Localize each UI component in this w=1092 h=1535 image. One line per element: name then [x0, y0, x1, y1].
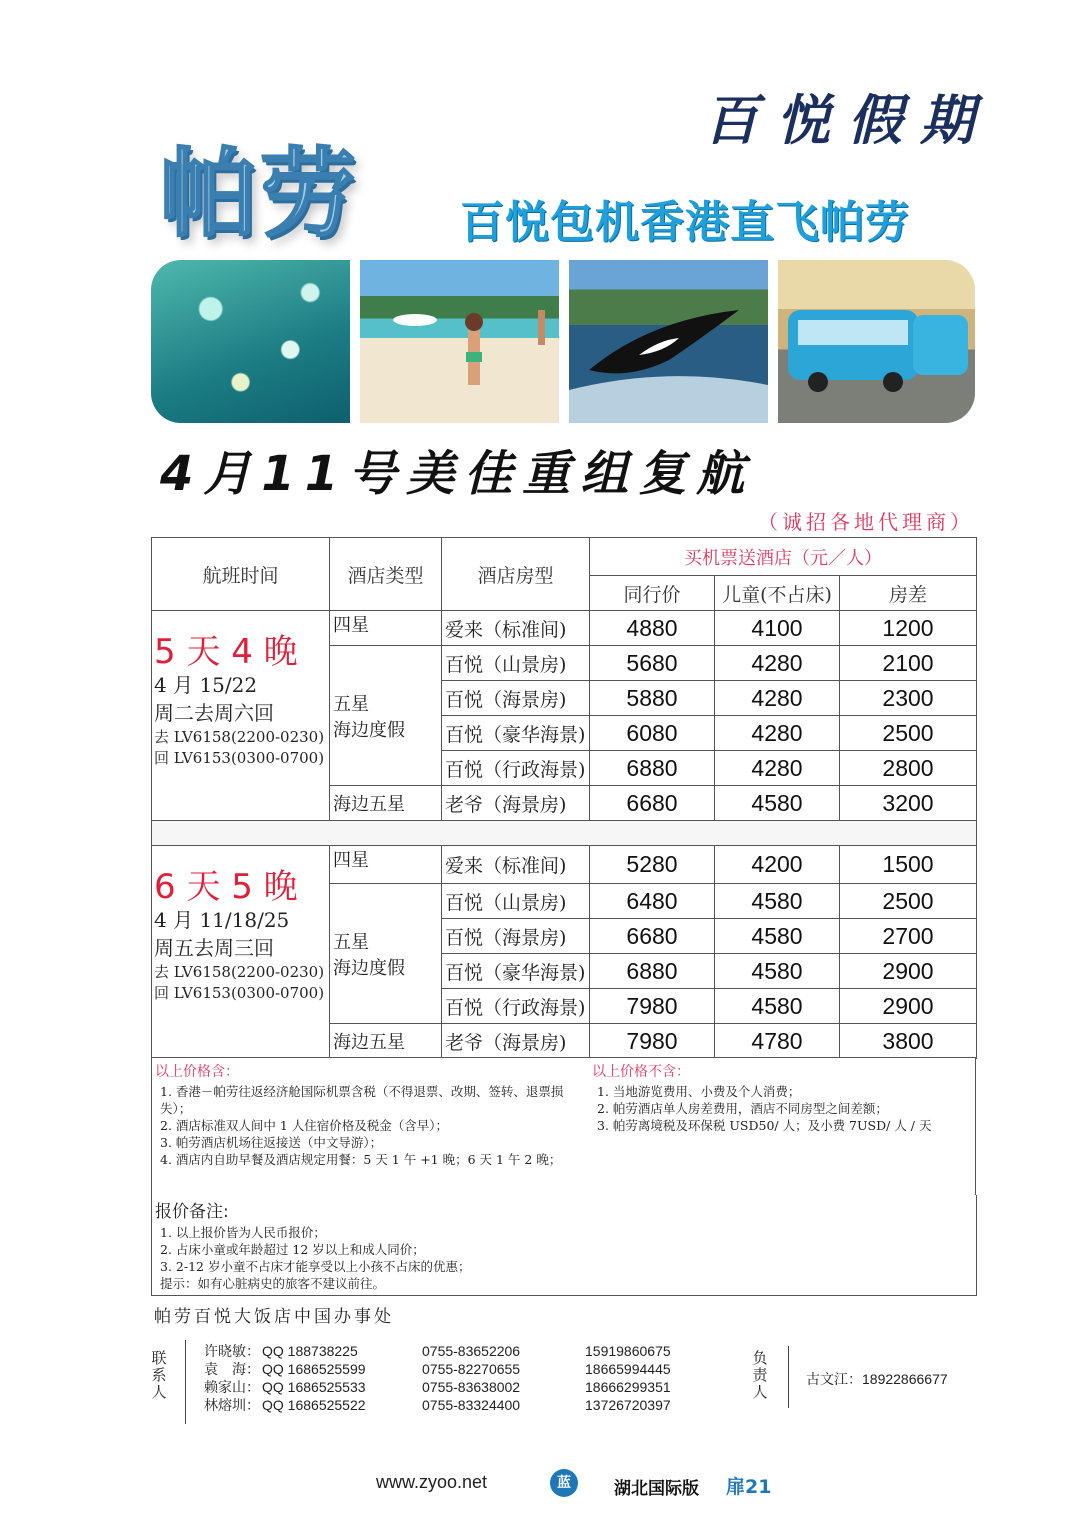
contact-name: 袁 海：: [204, 1361, 260, 1377]
brand-logo: 百悦假期: [704, 88, 992, 152]
room-diff-cell: 3800: [840, 1024, 977, 1059]
includes-line: 2. 酒店标准双人间中 1 人住宿价格及税金（含早）；: [160, 1118, 449, 1133]
package-6d5n-info: [152, 846, 330, 1059]
peer-price-cell: 6880: [590, 751, 715, 786]
header-flight-time: 航班时间: [152, 538, 330, 611]
package-dates: 4 月 11/18/25: [154, 908, 290, 932]
peer-price-cell: 5280: [590, 846, 715, 884]
tour-bus-photo: [778, 260, 975, 423]
resume-flight-headline: 4月11号美佳重组复航: [160, 446, 755, 502]
jellyfish-lake-photo: [151, 260, 350, 423]
room-type-cell: 百悦（行政海景): [442, 751, 590, 786]
peer-price-cell: 6680: [590, 919, 715, 954]
contact-qq: QQ 188738225: [262, 1343, 358, 1359]
child-price-cell: 4580: [715, 919, 840, 954]
room-type-cell: 爱来（标准间): [442, 846, 590, 884]
outbound-flight: 去 LV6158(2200-0230): [154, 728, 325, 746]
remarks-line: 3. 2-12 岁小童不占床才能享受以上小孩不占床的优惠；: [160, 1259, 471, 1274]
contact-row: [204, 1359, 671, 1377]
beach-photo: [360, 260, 559, 423]
peer-price-cell: 6080: [590, 716, 715, 751]
outbound-flight: 去 LV6158(2200-0230): [154, 963, 325, 981]
hotel-type-cell: 四星: [330, 846, 442, 884]
beach-people-illustration: [360, 260, 559, 423]
contacts-divider: [185, 1340, 186, 1424]
hotel-type-cell: 四星: [330, 611, 442, 646]
room-type-cell: 老爷（海景房): [442, 1024, 590, 1059]
contacts-label: 联系人: [151, 1349, 167, 1401]
contact-mobile: 13726720397: [585, 1397, 671, 1413]
owner-contact: 古文江：18922866677: [806, 1371, 948, 1387]
child-price-cell: 4580: [715, 884, 840, 919]
agent-recruit-note: （诚招各地代理商）: [758, 510, 974, 534]
child-price-cell: 4580: [715, 989, 840, 1024]
contact-tel: 0755-83652206: [422, 1343, 521, 1359]
child-price-cell: 4580: [715, 954, 840, 989]
package-duration: 6 天 5 晚: [154, 867, 298, 907]
contact-qq: QQ 1686525522: [262, 1397, 366, 1413]
room-type-cell: 百悦（豪华海景): [442, 716, 590, 751]
room-diff-cell: 2700: [840, 919, 977, 954]
contact-mobile: 18666299351: [585, 1379, 671, 1395]
peer-price-cell: 6480: [590, 884, 715, 919]
contact-mobile: 18665994445: [585, 1361, 671, 1377]
hotel-type-cell: 海边五星: [330, 786, 442, 821]
contact-tel: 0755-83638002: [422, 1379, 521, 1395]
child-price-cell: 4580: [715, 786, 840, 821]
owner-label: 负责人: [752, 1349, 768, 1401]
peer-price-cell: 6680: [590, 786, 715, 821]
package-duration: 5 天 4 晚: [154, 632, 298, 672]
footer-website: www.zyoo.net: [376, 1472, 488, 1492]
child-price-cell: 4200: [715, 846, 840, 884]
contact-mobile: 15919860675: [585, 1343, 671, 1359]
contact-qq: QQ 1686525599: [262, 1361, 366, 1377]
remarks-line: 提示：如有心脏病史的旅客不建议前往。: [160, 1276, 386, 1291]
remarks-line: 1. 以上报价皆为人民币报价；: [160, 1225, 326, 1240]
header-room-difference: 房差: [840, 576, 977, 611]
includes-title: 以上价格含：: [155, 1064, 239, 1080]
return-flight: 回 LV6153(0300-0700): [154, 749, 325, 767]
includes-line: 1. 香港－帕劳往返经济舱国际机票含税（不得退票、改期、签转、退票损失）；: [160, 1084, 564, 1116]
room-diff-cell: 1200: [840, 611, 977, 646]
includes-line: 3. 帕劳酒店机场往返接送（中文导游）；: [160, 1135, 383, 1150]
child-price-cell: 4280: [715, 681, 840, 716]
excludes-line: 3. 帕劳离境税及环保税 USD50/ 人；及小费 7USD/ 人 / 天: [597, 1118, 932, 1133]
footer-page-number: 扉21: [726, 1476, 772, 1498]
room-diff-cell: 2500: [840, 884, 977, 919]
hotel-type-cell: 海边五星: [330, 1024, 442, 1059]
child-price-cell: 4280: [715, 751, 840, 786]
child-price-cell: 4780: [715, 1024, 840, 1059]
includes-line: 4. 酒店内自助早餐及酒店规定用餐：5 天 1 午 +1 晚；6 天 1 午 2 晚；: [160, 1152, 562, 1167]
header-ticket-hotel-group: 买机票送酒店（元／人）: [590, 538, 977, 576]
excludes-line: 2. 帕劳酒店单人房差费用，酒店不同房型之间差额；: [597, 1101, 888, 1116]
office-name: 帕劳百悦大饭店中国办事处: [154, 1307, 394, 1327]
contact-tel: 0755-83324400: [422, 1397, 521, 1413]
footer-edition: 湖北国际版: [614, 1479, 699, 1499]
contact-row: [204, 1395, 671, 1413]
room-diff-cell: 1500: [840, 846, 977, 884]
remarks-title: 报价备注:: [155, 1202, 229, 1222]
price-excludes-box: [589, 1057, 976, 1197]
contact-row: [204, 1341, 671, 1359]
price-table: [151, 537, 977, 1059]
header-hotel-type: 酒店类型: [330, 538, 442, 611]
room-type-cell: 老爷（海景房): [442, 786, 590, 821]
contacts-list: [204, 1341, 671, 1413]
room-type-cell: 百悦（海景房): [442, 681, 590, 716]
room-diff-cell: 2900: [840, 989, 977, 1024]
room-type-cell: 百悦（山景房): [442, 646, 590, 681]
room-diff-cell: 2300: [840, 681, 977, 716]
excludes-line: 1. 当地游览费用、小费及个人消费；: [597, 1084, 801, 1099]
contact-name: 许晓敏：: [204, 1343, 260, 1359]
package-days: 周二去周六回: [154, 701, 274, 725]
room-type-cell: 爱来（标准间): [442, 611, 590, 646]
contact-qq: QQ 1686525533: [262, 1379, 366, 1395]
hotel-type-cell: 五星 海边度假: [330, 884, 442, 1024]
peer-price-cell: 5880: [590, 681, 715, 716]
room-type-cell: 百悦（山景房): [442, 884, 590, 919]
room-diff-cell: 3200: [840, 786, 977, 821]
header-peer-price: 同行价: [590, 576, 715, 611]
room-diff-cell: 2900: [840, 954, 977, 989]
child-price-cell: 4280: [715, 716, 840, 751]
destination-title: 帕劳: [160, 138, 360, 250]
excludes-title: 以上价格不含：: [592, 1064, 690, 1080]
seabreacher-photo: [569, 260, 768, 423]
owner-divider: [788, 1346, 789, 1408]
contact-name: 赖家山：: [204, 1379, 260, 1395]
bus-illustration: [778, 260, 975, 423]
peer-price-cell: 5680: [590, 646, 715, 681]
room-type-cell: 百悦（海景房): [442, 919, 590, 954]
header-child-price: 儿童(不占床): [715, 576, 840, 611]
quote-remarks-box: [151, 1195, 977, 1296]
package-days: 周五去周三回: [154, 936, 274, 960]
charter-subtitle: 百悦包机香港直飞帕劳: [460, 197, 910, 248]
package-5d4n-info: [152, 611, 330, 821]
price-includes-box: [151, 1057, 591, 1197]
peer-price-cell: 4880: [590, 611, 715, 646]
peer-price-cell: 7980: [590, 1024, 715, 1059]
child-price-cell: 4280: [715, 646, 840, 681]
header-room-type: 酒店房型: [442, 538, 590, 611]
contact-row: [204, 1377, 671, 1395]
table-spacer-row: [152, 821, 977, 846]
contact-name: 林熔圳：: [204, 1397, 260, 1413]
footer-logo-icon: 蓝: [550, 1469, 578, 1497]
package-dates: 4 月 15/22: [154, 673, 258, 697]
return-flight: 回 LV6153(0300-0700): [154, 984, 325, 1002]
room-type-cell: 百悦（豪华海景): [442, 954, 590, 989]
child-price-cell: 4100: [715, 611, 840, 646]
room-diff-cell: 2500: [840, 716, 977, 751]
orca-boat-illustration: [569, 260, 768, 423]
hotel-type-cell: 五星 海边度假: [330, 646, 442, 786]
peer-price-cell: 7980: [590, 989, 715, 1024]
room-diff-cell: 2100: [840, 646, 977, 681]
room-type-cell: 百悦（行政海景): [442, 989, 590, 1024]
contact-tel: 0755-82270655: [422, 1361, 521, 1377]
remarks-line: 2. 占床小童或年龄超过 12 岁以上和成人同价；: [160, 1242, 425, 1257]
room-diff-cell: 2800: [840, 751, 977, 786]
peer-price-cell: 6880: [590, 954, 715, 989]
